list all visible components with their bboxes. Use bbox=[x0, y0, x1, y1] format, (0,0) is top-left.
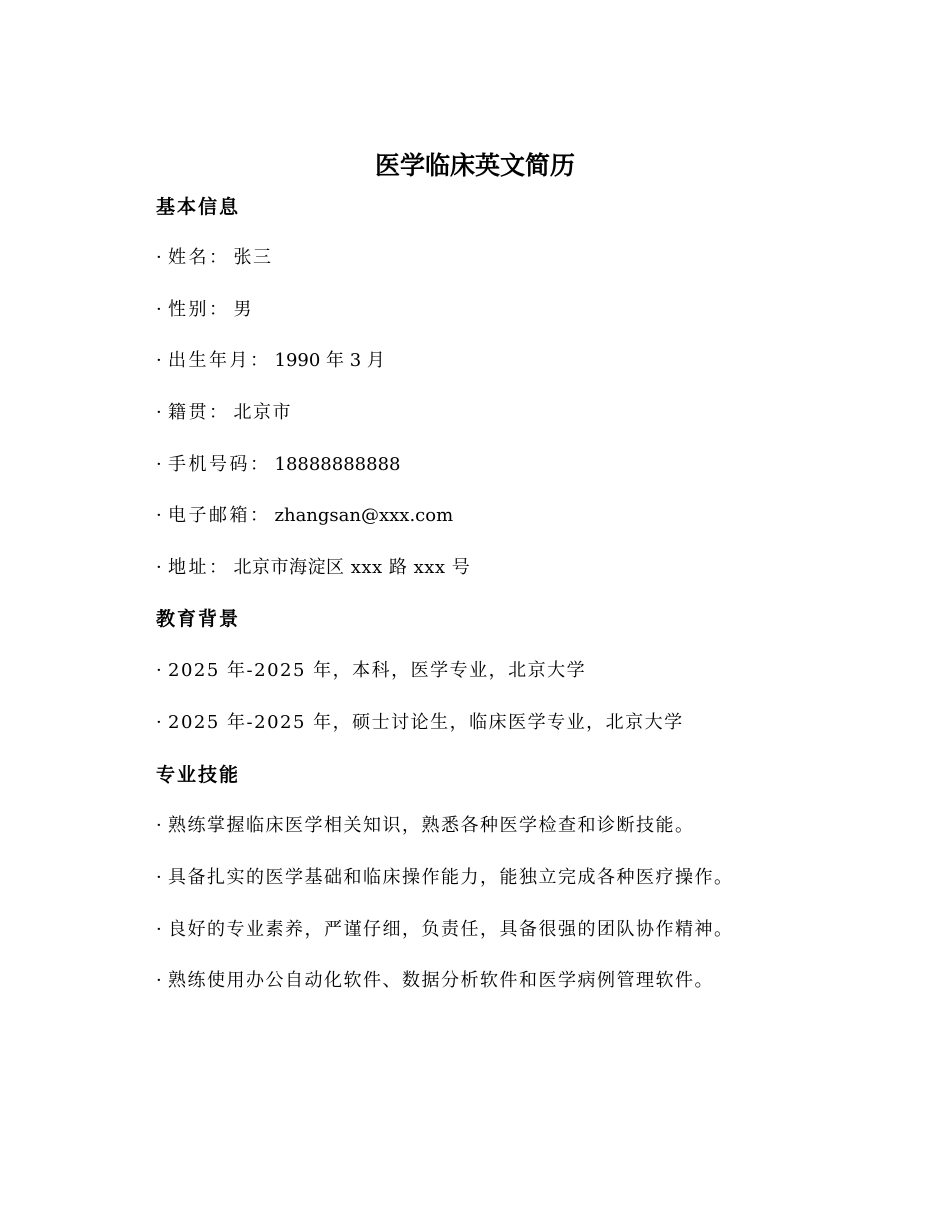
item-text: 良好的专业素养，严谨仔细，负责任，具备很强的团队协作精神。 bbox=[168, 919, 734, 940]
info-item-birth bbox=[156, 348, 385, 374]
item-label: 地址： bbox=[168, 557, 230, 578]
info-item-gender bbox=[156, 297, 253, 323]
bullet: · bbox=[156, 815, 162, 836]
item-label: 姓名： bbox=[168, 247, 230, 268]
item-label: 性别： bbox=[168, 299, 230, 320]
item-text: 2025 年-2025 年，本科，医学专业，北京大学 bbox=[168, 660, 587, 681]
education-item bbox=[156, 710, 684, 736]
item-value: 北京市海淀区 xxx 路 xxx 号 bbox=[233, 557, 471, 578]
item-value: 北京市 bbox=[233, 402, 292, 423]
education-item bbox=[156, 658, 586, 684]
item-label: 籍贯： bbox=[168, 402, 230, 423]
item-label: 手机号码： bbox=[168, 454, 271, 475]
item-value: zhangsan@xxx.com bbox=[274, 505, 454, 526]
info-item-email bbox=[156, 503, 453, 529]
item-value: 男 bbox=[233, 299, 253, 320]
info-item-name bbox=[156, 245, 273, 271]
item-text: 具备扎实的医学基础和临床操作能力，能独立完成各种医疗操作。 bbox=[168, 867, 734, 888]
item-value: 张三 bbox=[233, 247, 273, 268]
bullet: · bbox=[156, 970, 162, 991]
bullet: · bbox=[156, 247, 162, 268]
skill-item bbox=[156, 865, 734, 891]
info-item-phone bbox=[156, 452, 400, 478]
page-title: 医学临床英文简历 bbox=[374, 151, 575, 180]
item-text: 熟练掌握临床医学相关知识，熟悉各种医学检查和诊断技能。 bbox=[168, 815, 695, 836]
item-text: 熟练使用办公自动化软件、数据分析软件和医学病例管理软件。 bbox=[168, 970, 714, 991]
section-heading-skills: 专业技能 bbox=[156, 764, 241, 786]
bullet: · bbox=[156, 557, 162, 578]
item-text: 2025 年-2025 年，硕士讨论生，临床医学专业，北京大学 bbox=[168, 712, 684, 733]
skill-item bbox=[156, 968, 714, 994]
item-value: 1990 年 3 月 bbox=[274, 350, 385, 371]
bullet: · bbox=[156, 454, 162, 475]
bullet: · bbox=[156, 350, 162, 371]
item-label: 出生年月： bbox=[168, 350, 271, 371]
skill-item bbox=[156, 917, 734, 943]
section-heading-education: 教育背景 bbox=[156, 608, 241, 630]
item-value: 18888888888 bbox=[274, 454, 401, 475]
bullet: · bbox=[156, 919, 162, 940]
bullet: · bbox=[156, 660, 162, 681]
bullet: · bbox=[156, 402, 162, 423]
skill-item bbox=[156, 813, 695, 839]
item-label: 电子邮箱： bbox=[168, 505, 271, 526]
bullet: · bbox=[156, 505, 162, 526]
info-item-address bbox=[156, 555, 470, 581]
bullet: · bbox=[156, 867, 162, 888]
section-heading-basic-info: 基本信息 bbox=[156, 196, 241, 218]
info-item-hometown bbox=[156, 400, 292, 426]
bullet: · bbox=[156, 712, 162, 733]
bullet: · bbox=[156, 299, 162, 320]
